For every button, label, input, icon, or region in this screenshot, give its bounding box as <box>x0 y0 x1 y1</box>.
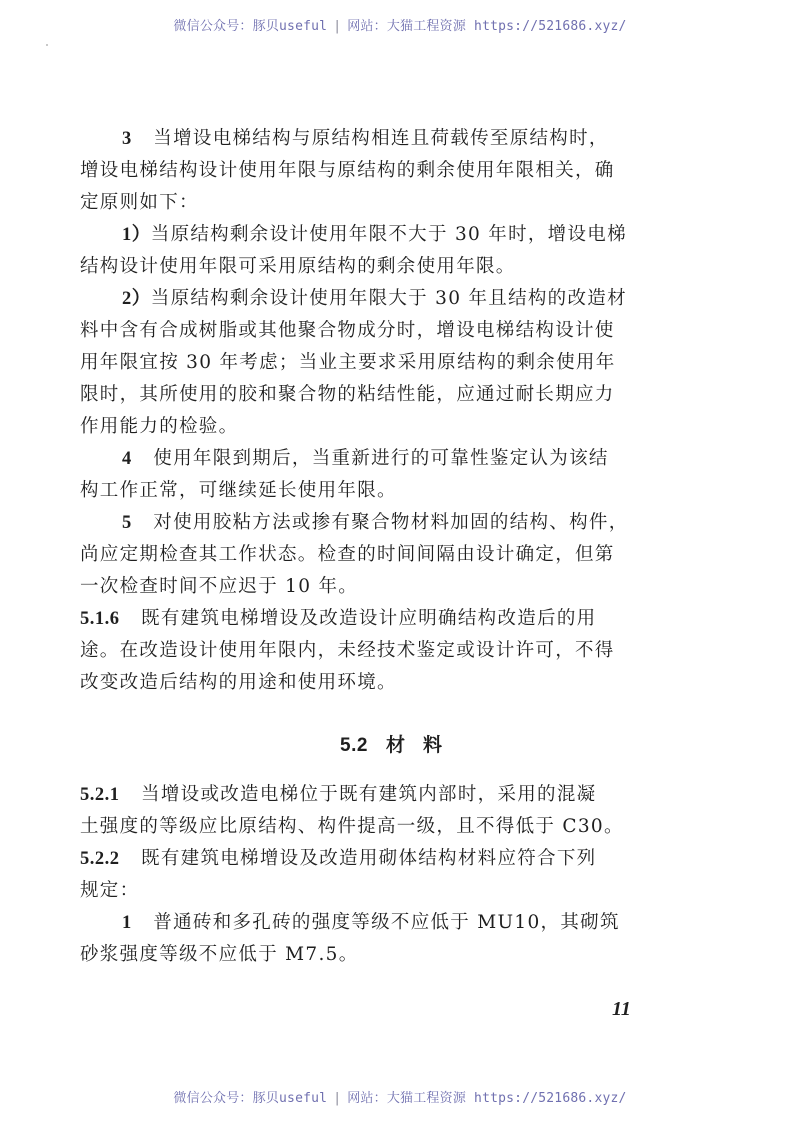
paragraph-line <box>122 444 609 474</box>
line-text: 土强度的等级应比原结构、构件提高一级，且不得低于 C30。 <box>80 816 624 837</box>
line-text: 当增设电梯结构与原结构相连且荷载传至原结构时， <box>153 128 609 149</box>
item-number: 1） <box>122 225 151 245</box>
paragraph-line <box>80 348 616 378</box>
paragraph-line <box>122 508 629 538</box>
paragraph-line <box>80 476 397 506</box>
line-text: 既有建筑电梯增设及改造设计应明确结构改造后的用 <box>141 608 597 629</box>
line-text: 使用年限到期后，当重新进行的可靠性鉴定认为该结 <box>153 448 609 469</box>
paragraph-line <box>80 412 238 442</box>
paragraph-line <box>122 908 620 938</box>
paragraph-line <box>80 668 397 698</box>
line-text: 当原结构剩余设计使用年限不大于 30 年时，增设电梯 <box>150 224 627 245</box>
paragraph-line <box>80 812 624 842</box>
line-text: 料中含有合成树脂或其他聚合物成分时，增设电梯结构设计使 <box>80 320 615 341</box>
paragraph-line <box>80 316 615 346</box>
item-number: 3 <box>122 129 132 149</box>
scan-speck <box>46 44 48 46</box>
paragraph-line <box>80 572 358 602</box>
line-text: 当原结构剩余设计使用年限大于 30 年且结构的改造材 <box>150 288 627 309</box>
watermark-top <box>0 15 800 34</box>
line-text: 改变改造后结构的用途和使用环境。 <box>80 672 397 693</box>
item-number: 5 <box>122 513 132 533</box>
clause-number: 5.1.6 <box>80 609 120 629</box>
line-text: 构工作正常，可继续延长使用年限。 <box>80 480 397 501</box>
line-text: 尚应定期检查其工作状态。检查的时间间隔由设计确定，但第 <box>80 544 615 565</box>
watermark-bottom-site: 网站：大猫工程资源 https://521686.xyz/ <box>347 1091 627 1106</box>
line-text: 结构设计使用年限可采用原结构的剩余使用年限。 <box>80 256 516 277</box>
paragraph-line <box>80 540 615 570</box>
page-number: 11 <box>612 998 631 1020</box>
line-text: 一次检查时间不应迟于 10 年。 <box>80 576 359 597</box>
watermark-bottom <box>0 1087 800 1106</box>
paragraph-line <box>80 156 615 186</box>
line-text: 定原则如下： <box>80 192 199 213</box>
paragraph-line <box>80 844 596 874</box>
watermark-top-separator: | <box>333 19 342 34</box>
line-text: 砂浆强度等级不应低于 M7.5。 <box>80 944 359 965</box>
paragraph-line <box>80 636 615 666</box>
line-text: 作用能力的检验。 <box>80 416 239 437</box>
line-text: 对使用胶粘方法或掺有聚合物材料加固的结构、构件， <box>153 512 629 533</box>
paragraph-line <box>80 780 596 810</box>
section-heading <box>0 730 800 757</box>
item-number: 2） <box>122 289 151 309</box>
paragraph-line <box>122 284 627 314</box>
watermark-top-site: 网站：大猫工程资源 https://521686.xyz/ <box>347 19 627 34</box>
paragraph-line <box>80 604 596 634</box>
line-text: 规定： <box>80 880 140 901</box>
paragraph-line <box>80 188 199 218</box>
line-text: 普通砖和多孔砖的强度等级不应低于 MU10，其砌筑 <box>153 912 620 933</box>
line-text: 增设电梯结构设计使用年限与原结构的剩余使用年限相关，确 <box>80 160 615 181</box>
item-number: 4 <box>122 449 132 469</box>
line-text: 当增设或改造电梯位于既有建筑内部时，采用的混凝 <box>141 784 597 805</box>
watermark-top-label: 微信公众号：豚贝useful <box>173 19 328 34</box>
paragraph-line <box>122 220 627 250</box>
paragraph-line <box>80 252 516 282</box>
line-text: 既有建筑电梯增设及改造用砌体结构材料应符合下列 <box>141 848 597 869</box>
section-number: 5.2 <box>340 735 368 756</box>
line-text: 用年限宜按 30 年考虑；当业主要求采用原结构的剩余使用年 <box>80 352 616 373</box>
watermark-bottom-separator: | <box>333 1091 342 1106</box>
watermark-bottom-label: 微信公众号：豚贝useful <box>173 1091 328 1106</box>
line-text: 限时，其所使用的胶和聚合物的粘结性能，应通过耐长期应力 <box>80 384 615 405</box>
clause-number: 5.2.1 <box>80 785 120 805</box>
clause-number: 5.2.2 <box>80 849 120 869</box>
item-number: 1 <box>122 913 132 933</box>
paragraph-line <box>80 876 139 906</box>
paragraph-line <box>122 124 609 154</box>
paragraph-line <box>80 380 615 410</box>
paragraph-line <box>80 940 359 970</box>
section-title: 材料 <box>385 734 460 756</box>
line-text: 途。在改造设计使用年限内，未经技术鉴定或设计许可，不得 <box>80 640 615 661</box>
